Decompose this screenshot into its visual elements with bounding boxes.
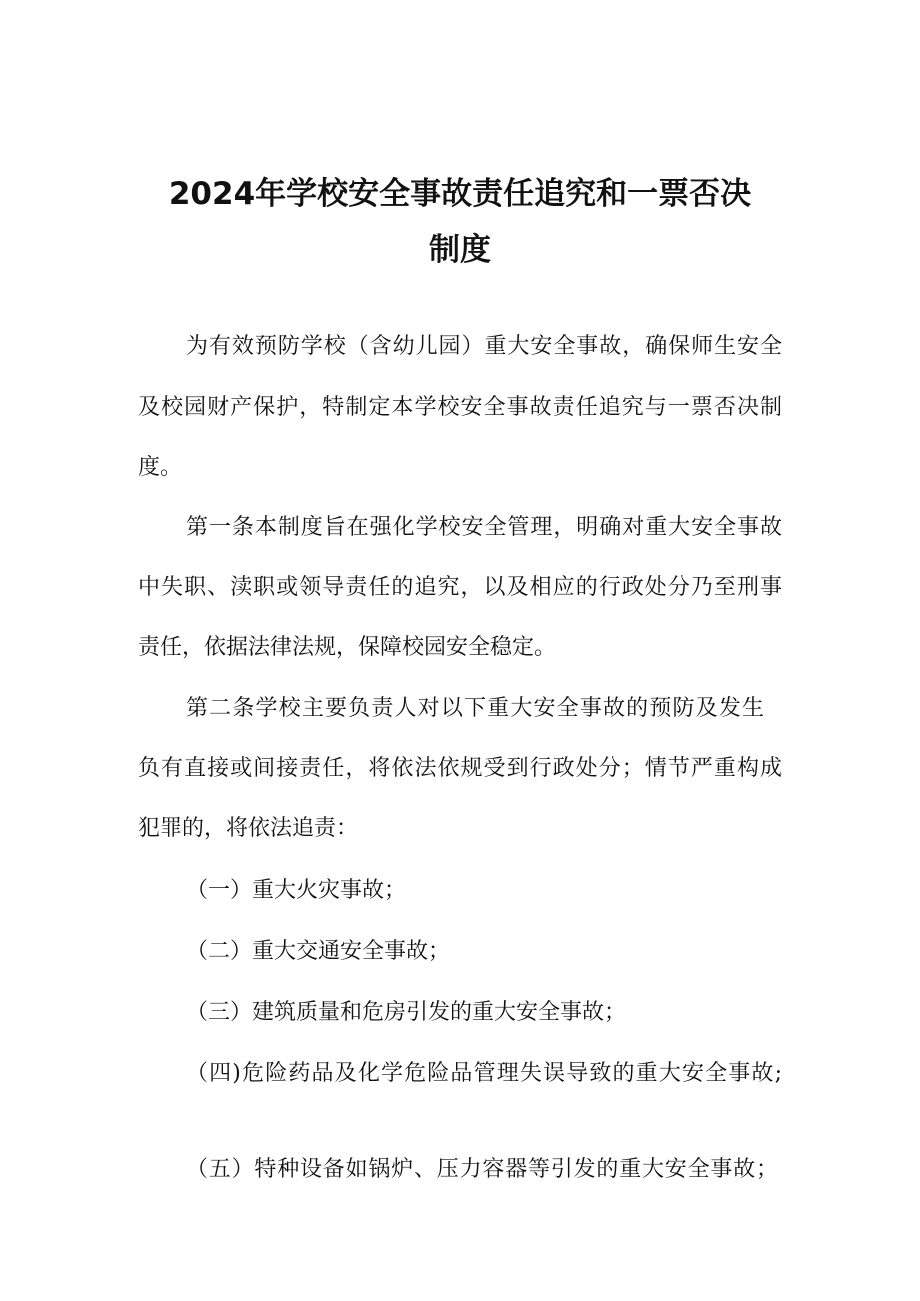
paragraph-3-line-3: 犯罪的，将依法追责： (138, 816, 359, 841)
document-title-line-2: 制度 (429, 232, 491, 268)
list-item-5: （五）特种设备如锅炉、压力容器等引发的重大安全事故； (186, 1157, 778, 1182)
paragraph-3-line-1: 第二条学校主要负责人对以下重大安全事故的预防及发生 (186, 696, 764, 721)
paragraph-2-line-1: 第一条本制度旨在强化学校安全管理，明确对重大安全事故 (186, 515, 782, 540)
list-item-4: （四)危险药品及化学危险品管理失误导致的重大安全事故; (186, 1061, 782, 1086)
list-item-1: （一）重大火灾事故； (186, 878, 407, 903)
paragraph-1-line-3: 度。 (138, 455, 183, 480)
paragraph-3-line-2: 负有直接或间接责任，将依法依规受到行政处分；情节严重构成 (138, 756, 782, 781)
paragraph-2-line-2: 中失职、渎职或领导责任的追究，以及相应的行政处分乃至刑事 (138, 575, 782, 600)
list-item-2: （二）重大交通安全事故； (186, 939, 451, 964)
paragraph-1-line-2: 及校园财产保护，特制定本学校安全事故责任追究与一票否决制 (138, 395, 782, 420)
document-title-line-1: 2024年学校安全事故责任追究和一票否决 (168, 176, 752, 212)
paragraph-2-line-3: 责任，依据法律法规，保障校园安全稳定。 (138, 635, 557, 660)
list-item-3: （三）建筑质量和危房引发的重大安全事故； (186, 1000, 627, 1025)
paragraph-1-line-1: 为有效预防学校（含幼儿园）重大安全事故，确保师生安全 (186, 334, 782, 359)
